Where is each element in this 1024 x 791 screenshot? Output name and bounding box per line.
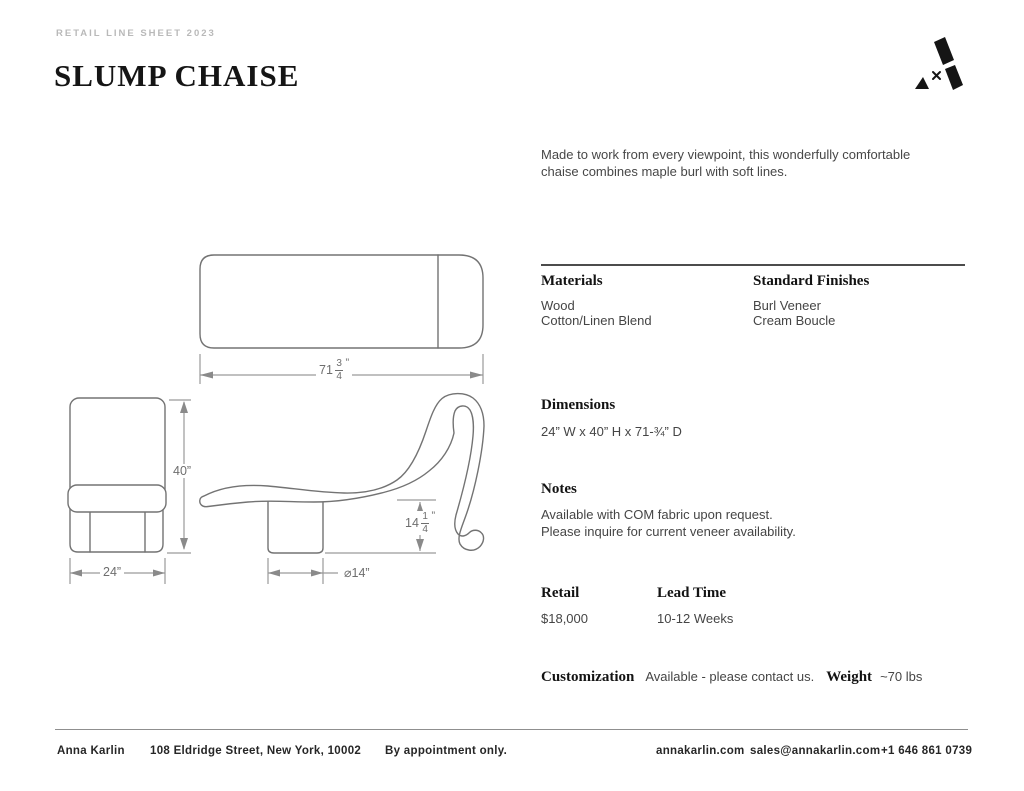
side-view-pedestal xyxy=(268,498,323,553)
footer-website: annakarlin.com xyxy=(656,745,745,757)
seat-height-fraction: $\frac{1}{4}$ xyxy=(422,511,428,535)
weight-value: ~70 lbs xyxy=(880,669,923,684)
retail-price: $18,000 xyxy=(541,610,588,626)
notes-line: Please inquire for current veneer availability. xyxy=(541,524,796,539)
footer-phone: +1 646 861 0739 xyxy=(881,745,973,757)
dimensions-heading: Dimensions xyxy=(541,397,616,413)
lead-time-value: 10-12 Weeks xyxy=(657,610,734,626)
seat-height-whole: 14 xyxy=(405,516,419,530)
footer-brand: Anna Karlin xyxy=(57,745,125,757)
footer-email: sales@annakarlin.com xyxy=(750,745,881,757)
page-title: SLUMP CHAISE xyxy=(54,58,300,93)
base-diameter-dimension-label: ⌀14” xyxy=(341,565,373,580)
width-dimension-label: 24” xyxy=(100,565,124,579)
notes-line: Available with COM fabric upon request. xyxy=(541,506,773,522)
description-line: Made to work from every viewpoint, this wonderfully comfortable xyxy=(541,147,911,162)
customization-heading: Customization xyxy=(541,669,635,685)
footer-divider xyxy=(55,729,968,730)
depth-dimension-label xyxy=(316,358,352,382)
sheet-label: RETAIL LINE SHEET 2023 xyxy=(56,28,216,39)
materials-heading: Materials xyxy=(541,273,603,289)
top-view-outline xyxy=(200,255,483,348)
description-line: chaise combines maple burl with soft lines. xyxy=(541,163,788,179)
side-view-chaise-profile xyxy=(200,394,484,551)
materials-item: Wood xyxy=(541,297,575,313)
lead-time-heading: Lead Time xyxy=(657,585,727,601)
finish-item: Burl Veneer xyxy=(753,297,821,313)
footer-address: 108 Eldridge Street, New York, 10002 xyxy=(150,745,362,757)
footer-appointment-note: By appointment only. xyxy=(385,745,508,757)
weight-heading: Weight xyxy=(826,669,873,685)
dimensions-value: 24” W x 40” H x 71-¾” D xyxy=(541,423,682,439)
depth-fraction: $\frac{3}{4}$ xyxy=(336,358,342,382)
customization-value: Available - please contact us. xyxy=(645,669,815,684)
seat-height-unit: ” xyxy=(431,510,436,522)
finish-item: Cream Boucle xyxy=(753,313,836,328)
height-dimension-label: 40” xyxy=(170,464,194,478)
notes-heading: Notes xyxy=(541,481,577,497)
standard-finishes-heading: Standard Finishes xyxy=(753,273,870,289)
front-view-seat-cushion xyxy=(68,485,166,512)
depth-unit: ” xyxy=(345,357,350,369)
depth-whole: 71 xyxy=(319,363,333,377)
seat-height-dimension-label xyxy=(402,511,438,535)
materials-item: Cotton/Linen Blend xyxy=(541,313,652,328)
retail-heading: Retail xyxy=(541,585,580,601)
